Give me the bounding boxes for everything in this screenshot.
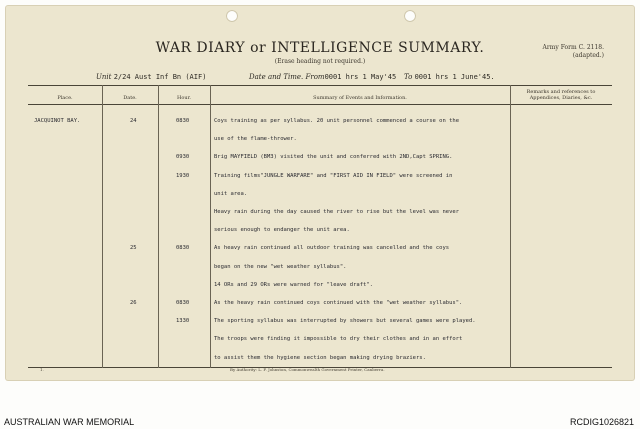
entry-text: use of the flame-thrower.: [214, 136, 297, 143]
entry-hour: 0830: [176, 245, 190, 252]
army-form-label: [543, 44, 604, 60]
entry-text: The sporting syllabus was interrupted by showers but several games were played.: [214, 318, 476, 325]
army-form-number: Army Form C. 2118.: [542, 44, 604, 51]
column-header-date: Date.: [123, 95, 137, 101]
entry-date: 25: [130, 245, 137, 252]
from-label: From: [305, 73, 325, 81]
column-divider: [158, 85, 159, 368]
entry-hour: 1930: [176, 172, 190, 179]
remarks-header-line1: Remarks and references to: [526, 89, 596, 95]
entry-hour: 0930: [176, 154, 190, 161]
footer-page-number: 1.: [40, 367, 44, 372]
remarks-header-line2: Appendices, Diaries, &c.: [529, 95, 593, 101]
entry-date: 26: [130, 300, 137, 306]
date-time-label: Date and Time.: [249, 73, 304, 81]
entry-hour: 0830: [176, 300, 190, 306]
table-top-rule: [28, 85, 612, 86]
entry-text: 14 ORs and 29 ORs were warned for "leave draft".: [214, 281, 373, 288]
to-label: To: [404, 73, 413, 81]
entry-text: began on the new "wet weather syllabus".: [214, 263, 347, 270]
entry-date: 24: [130, 118, 137, 124]
entry-place: JACQUINOT BAY.: [34, 118, 81, 124]
army-form-adapted: (adapted.): [572, 52, 604, 59]
punch-hole-left: [226, 10, 238, 22]
entry-text: As heavy rain continued all outdoor training was cancelled and the coys: [214, 245, 450, 252]
date-time-field: [249, 73, 396, 81]
entry-text: serious enough to endanger the unit area.: [214, 227, 350, 234]
column-header-summary: Summary of Events and Information.: [313, 95, 407, 101]
column-header-remarks: [510, 89, 612, 101]
entry-text: to assist them the hygiene section began making drying braziers.: [214, 354, 426, 361]
column-header-hour: Hour.: [176, 95, 192, 101]
entry-text: Training films"JUNGLE WARFARE" and "FIRST AID IN FIELD" were screened in: [214, 172, 453, 179]
entry-hour: 0830: [176, 118, 190, 124]
unit-value: 2/24 Aust Inf Bn (AIF): [113, 73, 207, 81]
column-header-place: Place.: [57, 95, 73, 101]
record-id: RCDIG1026821: [569, 417, 634, 427]
punch-hole-right: [404, 10, 416, 22]
entry-text: The troops were finding it impossible to dry their clothes and in an effort: [214, 336, 463, 343]
to-value: 0001 hrs 1 June'45.: [414, 73, 495, 81]
entry-hour: 1330: [176, 318, 190, 325]
column-divider: [210, 85, 211, 368]
entry-text: As the heavy rain continued coys continued with the "wet weather syllabus".: [214, 300, 463, 306]
page-subtitle: (Erase heading not required.): [274, 58, 366, 65]
column-divider: [510, 85, 511, 368]
archive-credit: AUSTRALIAN WAR MEMORIAL: [4, 417, 135, 427]
to-field: [404, 73, 495, 81]
page-title: WAR DIARY or INTELLIGENCE SUMMARY.: [155, 40, 485, 56]
unit-field: [96, 73, 206, 81]
entry-text: Coys training as per syllabus. 20 unit personnel commenced a course on the: [214, 118, 460, 124]
column-divider: [102, 85, 103, 368]
unit-label: Unit: [96, 73, 112, 81]
from-value: 0001 hrs 1 May'45: [324, 73, 397, 81]
footer-printer-note: By Authority: L. F. Johnston, Commonwealth Government Printer, Canberra.: [230, 367, 385, 372]
entry-text: unit area.: [214, 190, 248, 197]
entry-text: Brig MAYFIELD (BM3) visited the unit and conferred with 2ND,Capt SPRING.: [214, 154, 453, 161]
table-header-rule: [28, 104, 612, 105]
entry-text: Heavy rain during the day caused the river to rise but the level was never: [214, 209, 460, 215]
